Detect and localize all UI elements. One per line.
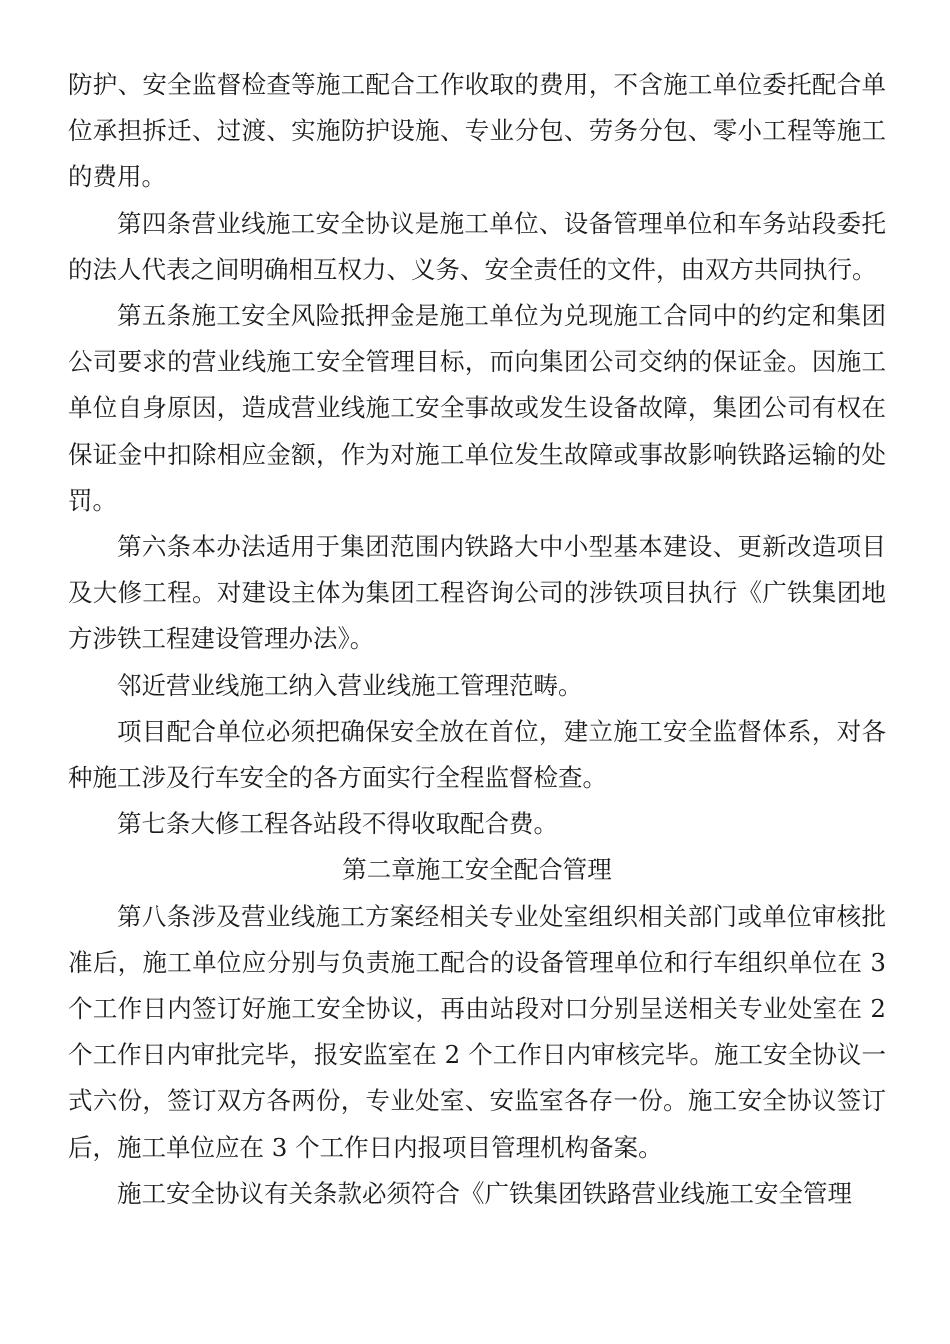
paragraph-agreement-clauses: 施工安全协议有关条款必须符合《广铁集团铁路营业线施工安全管理: [117, 1178, 852, 1208]
paragraph-supervision-system: 项目配合单位必须把确保安全放在首位，建立施工安全监督体系，对各种施工涉及行车安全的各方面实行全程监督检查。: [68, 716, 886, 793]
paragraph-adjacent-construction: 邻近营业线施工纳入营业线施工管理范畴。: [117, 670, 583, 700]
document-page: [68, 62, 886, 1217]
paragraph-article-7: 第七条大修工程各站段不得收取配合费。: [117, 809, 558, 839]
paragraph-article-4: 第四条营业线施工安全协议是施工单位、设备管理单位和车务站段委托的法人代表之间明确相互权力、义务、安全责任的文件，由双方共同执行。: [68, 208, 886, 284]
paragraph-article-8: 第八条涉及营业线施工方案经相关专业处室组织相关部门或单位审核批准后，施工单位应分别与负责施工配合的设备管理单位和行车组织单位在 3 个工作日内签订好施工安全协议，再由站段对口分别呈送相关专业处室在 2 个工作日内审批完毕，报安监室在 2 个工作日内审核完毕。施工安全协议一式六份，签订双方各两份，专业处室、安监室各存一份。施工安全协议签订后，施工单位应在 3 个工作日内报项目管理机构备案。: [68, 901, 886, 1162]
paragraph-article-6: 第六条本办法适用于集团范围内铁路大中小型基本建设、更新改造项目及大修工程。对建设主体为集团工程咨询公司的涉铁项目执行《广铁集团地方涉铁工程建设管理办法》。: [68, 532, 886, 654]
chapter-heading: 第二章施工安全配合管理: [342, 855, 612, 885]
paragraph-article-5: 第五条施工安全风险抵押金是施工单位为兑现施工合同中的约定和集团公司要求的营业线施工安全管理目标，而向集团公司交纳的保证金。因施工单位自身原因，造成营业线施工安全事故或发生设备故障，集团公司有权在保证金中扣除相应金额，作为对施工单位发生故障或事故影响铁路运输的处罚。: [68, 301, 886, 515]
paragraph-continuation: 防护、安全监督检查等施工配合工作收取的费用，不含施工单位委托配合单位承担拆迁、过渡、实施防护设施、专业分包、劳务分包、零小工程等施工的费用。: [68, 70, 886, 192]
